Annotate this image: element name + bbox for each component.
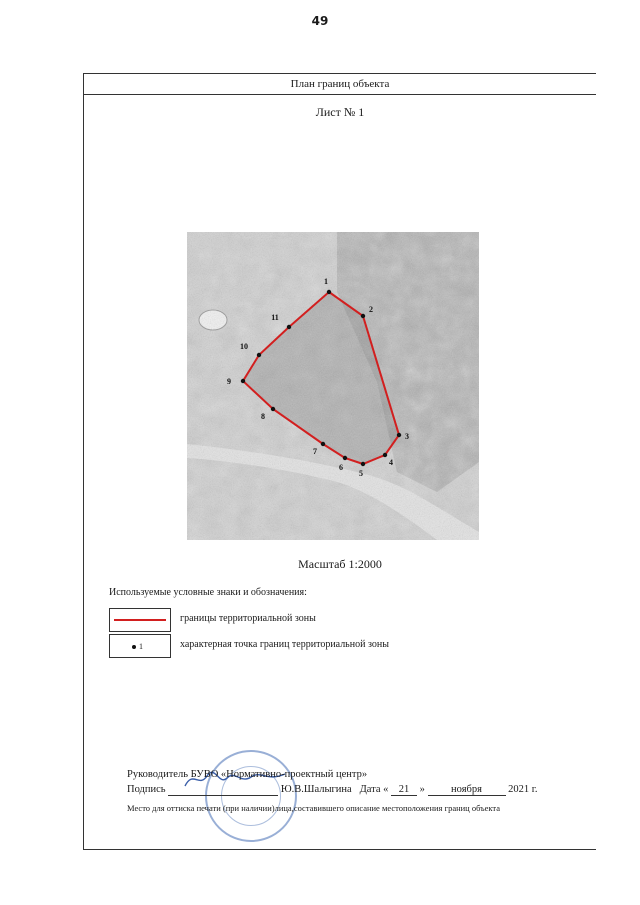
date-quote: »	[419, 784, 425, 795]
boundary-point-8	[271, 407, 275, 411]
boundary-point-4	[383, 453, 387, 457]
head-position: Руководитель БУВО «Нормативно-проектный центр»	[127, 769, 368, 780]
signature-line	[127, 784, 538, 796]
point-sample-label: 1	[139, 642, 143, 651]
plan-title: План границ объекта	[84, 74, 596, 95]
organization-seal	[205, 750, 297, 842]
legend-title: Используемые условные знаки и обозначения:	[109, 587, 307, 598]
point-sample	[132, 642, 143, 651]
scale-label: Масштаб 1:2000	[298, 557, 382, 571]
date-label: Дата «	[359, 784, 389, 795]
date-month: ноября	[428, 784, 506, 796]
boundary-point-label-1: 1	[324, 277, 328, 286]
signature-label: Подпись	[127, 784, 166, 795]
legend-text-boundary: границы территориальной зоны	[180, 613, 316, 624]
boundary-point-10	[257, 353, 261, 357]
boundary-point-label-11: 11	[271, 313, 279, 322]
point-dot-icon	[132, 645, 136, 649]
boundary-point-11	[287, 325, 291, 329]
sheet-label: Лист № 1	[315, 105, 365, 119]
boundary-point-3	[397, 433, 401, 437]
red-line-sample	[114, 619, 166, 621]
photo-grain	[187, 232, 479, 540]
date-year: 2021 г.	[508, 784, 538, 795]
page-number: 49	[311, 14, 329, 28]
seal-footnote: Место для оттиска печати (при наличии)лица,составившего описание местоположения границ объекта	[127, 803, 500, 813]
boundary-point-label-4: 4	[389, 458, 393, 467]
document-frame	[83, 73, 596, 850]
signer-name: Ю.В.Шалыгина	[280, 784, 352, 795]
boundary-point-label-6: 6	[339, 463, 343, 472]
signature-blank	[168, 784, 278, 796]
legend-point-symbol	[109, 634, 171, 658]
boundary-point-1	[327, 290, 331, 294]
aerial-map	[187, 232, 479, 540]
boundary-point-6	[343, 456, 347, 460]
date-day: 21	[391, 784, 417, 796]
boundary-map-svg	[187, 232, 479, 540]
legend-text-point: характерная точка границ территориальной зоны	[180, 639, 389, 650]
boundary-point-label-8: 8	[261, 412, 265, 421]
boundary-point-label-10: 10	[240, 342, 248, 351]
boundary-point-5	[361, 462, 365, 466]
boundary-point-label-5: 5	[359, 469, 363, 478]
boundary-point-label-7: 7	[313, 447, 317, 456]
boundary-point-7	[321, 442, 325, 446]
boundary-point-label-2: 2	[369, 305, 373, 314]
boundary-point-label-3: 3	[405, 432, 409, 441]
boundary-point-label-9: 9	[227, 377, 231, 386]
legend-line-symbol	[109, 608, 171, 632]
boundary-point-9	[241, 379, 245, 383]
boundary-point-2	[361, 314, 365, 318]
